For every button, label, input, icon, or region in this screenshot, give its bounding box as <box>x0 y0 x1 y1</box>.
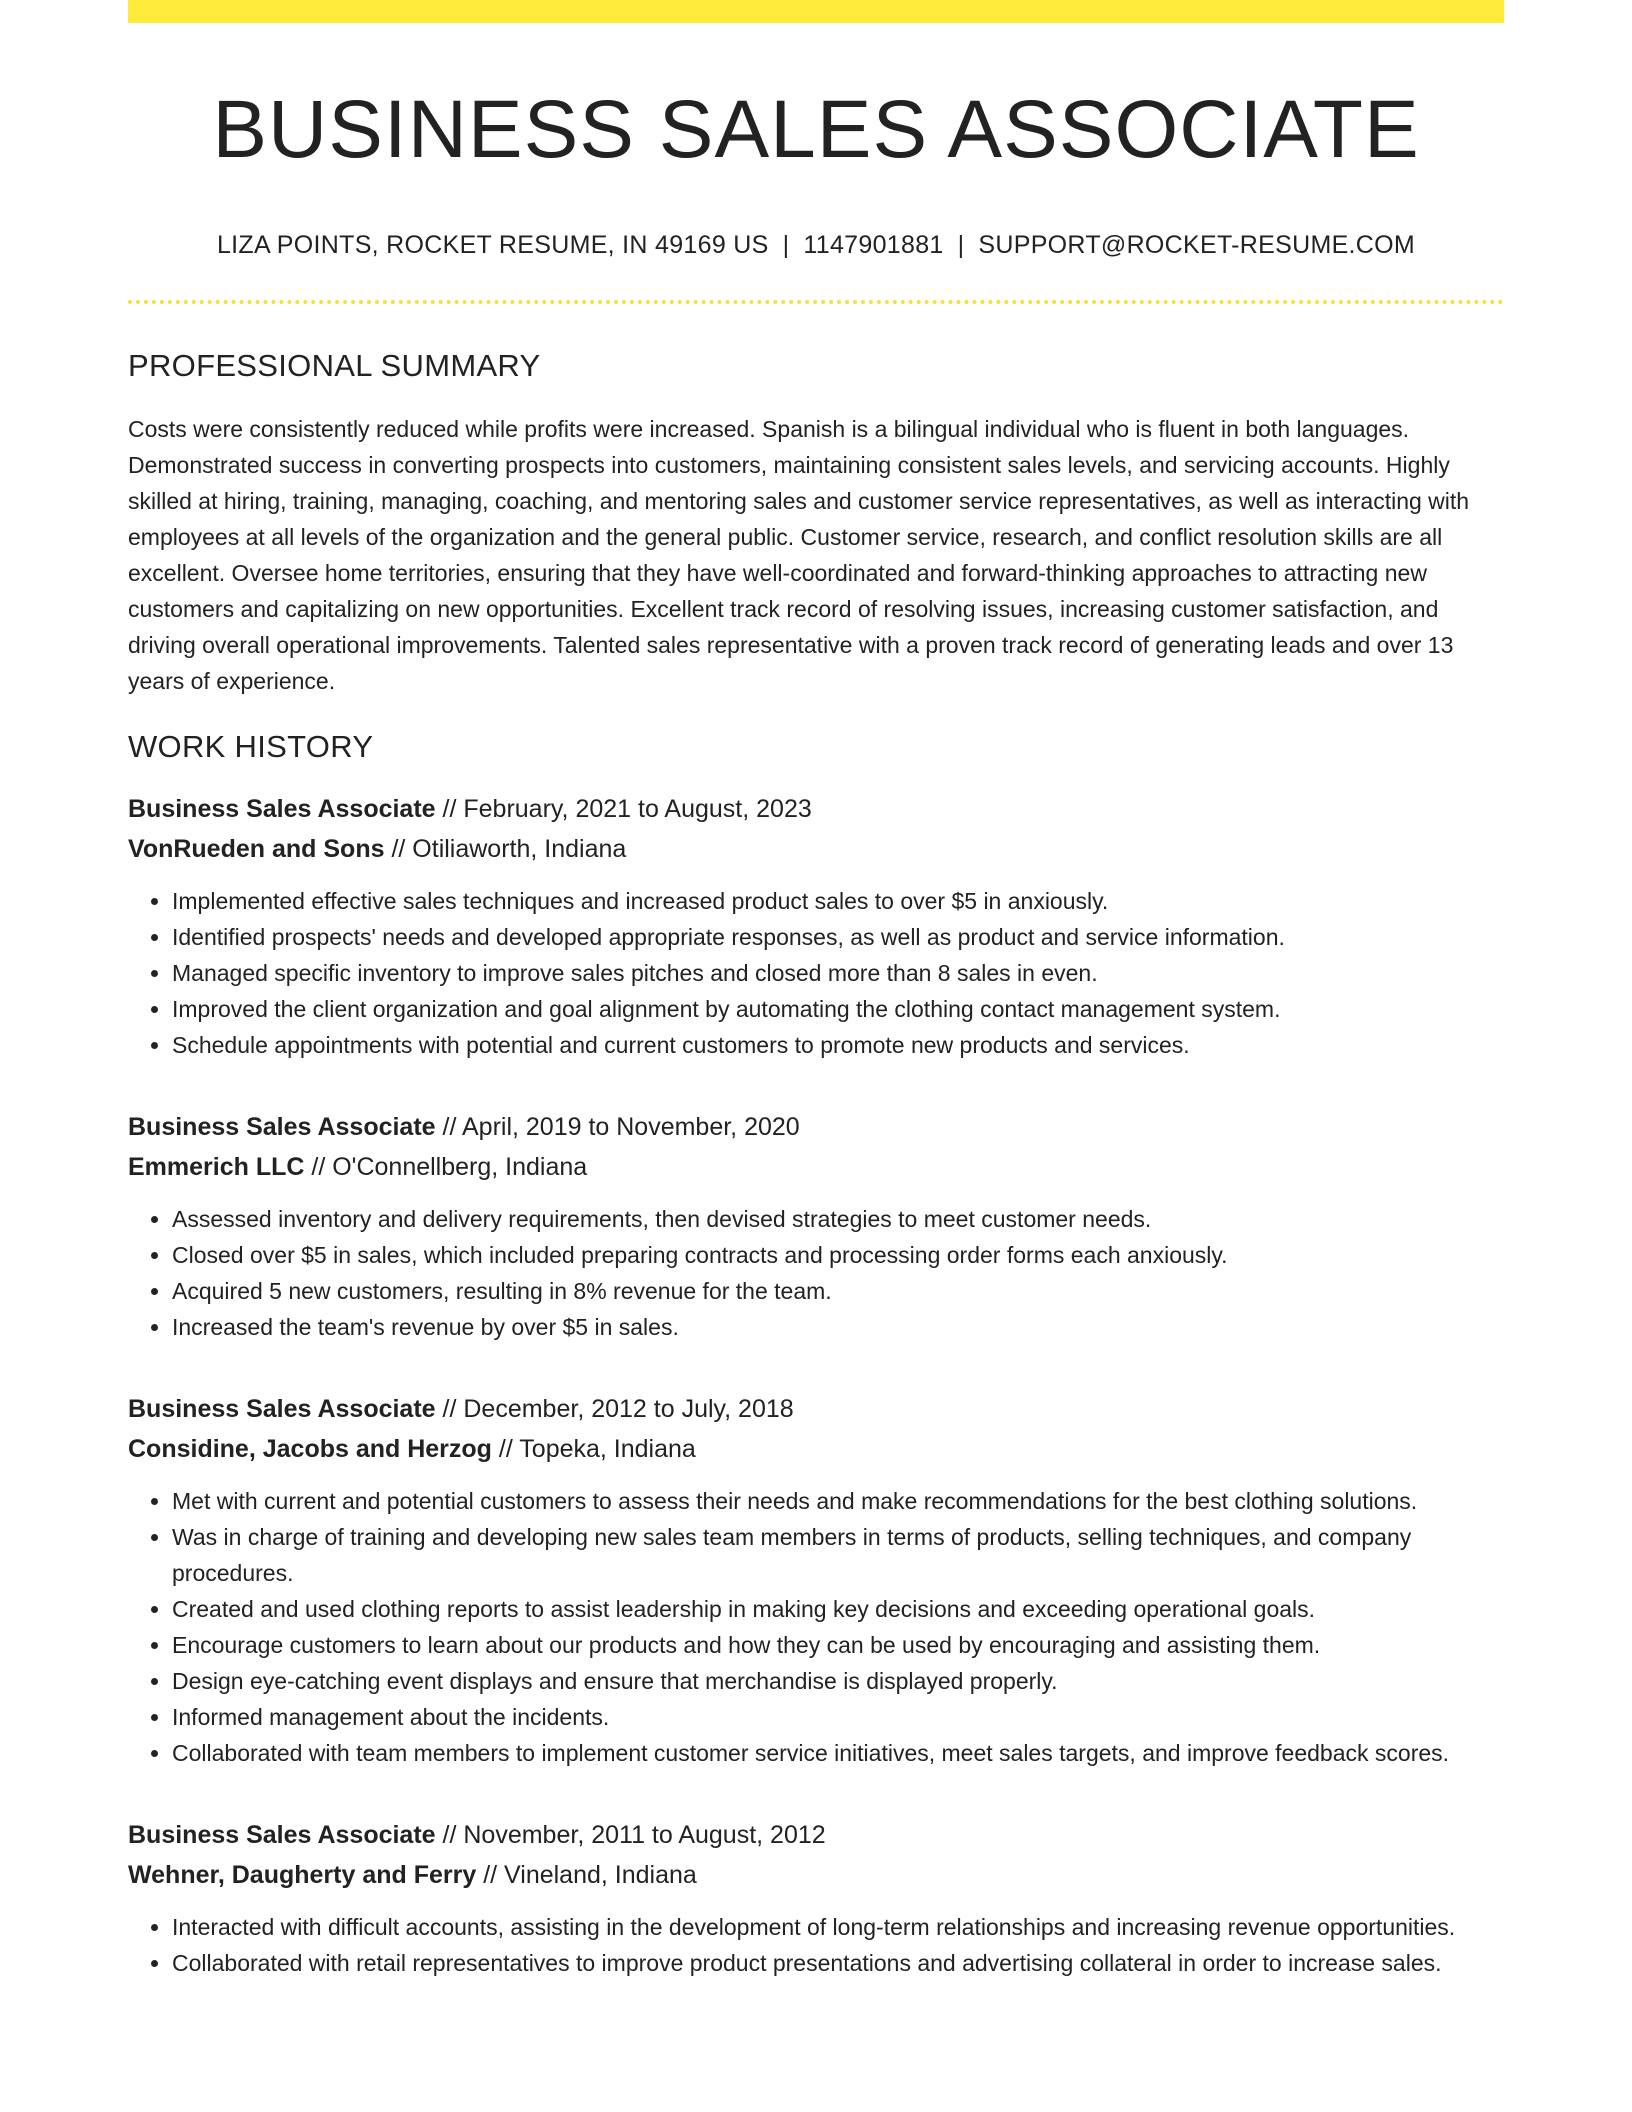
job-separator: // <box>435 1395 464 1424</box>
job-company: Emmerich LLC <box>128 1153 305 1182</box>
contact-separator: | <box>782 231 790 260</box>
job-bullet: • Implemented effective sales techniques and increased product sales to over $5 in anxiously. <box>172 883 1504 919</box>
contact-address: LIZA POINTS, ROCKET RESUME, IN 49169 US <box>216 231 769 260</box>
job-separator: // <box>384 835 413 864</box>
job-bullet: • Schedule appointments with potential and current customers to promote new products and services. <box>172 1027 1504 1063</box>
job-bullet: • Created and used clothing reports to assist leadership in making key decisions and exceeding operational goals. <box>172 1591 1504 1627</box>
job-separator: // <box>491 1435 520 1464</box>
job-title-line <box>128 789 1504 829</box>
job-title: Business Sales Associate <box>128 1395 436 1424</box>
job-bullet: • Collaborated with retail representatives to improve product presentations and advertising collateral in order to increase sales. <box>172 1945 1504 1981</box>
dotted-divider <box>128 300 1504 304</box>
job-bullets <box>128 883 1504 1063</box>
job-dates: December, 2012 to July, 2018 <box>463 1395 794 1424</box>
job-bullet: • Interacted with difficult accounts, assisting in the development of long-term relationships and increasing revenue opportunities. <box>172 1909 1504 1945</box>
job-company-line <box>128 1147 1504 1187</box>
job-company: VonRueden and Sons <box>128 835 385 864</box>
job-bullets <box>128 1909 1504 1981</box>
job-bullet: • Increased the team's revenue by over $5 in sales. <box>172 1309 1504 1345</box>
contact-phone: 1147901881 <box>803 231 944 260</box>
job-title: Business Sales Associate <box>128 795 436 824</box>
job-bullet: • Improved the client organization and goal alignment by automating the clothing contact management system. <box>172 991 1504 1027</box>
work-history-list <box>128 789 1504 1981</box>
job-title: Business Sales Associate <box>128 1821 436 1850</box>
resume-title: BUSINESS SALES ASSOCIATE <box>212 84 1420 175</box>
job-bullet: • Was in charge of training and developing new sales team members in terms of products, selling techniques, and company procedures. <box>172 1519 1504 1591</box>
job-company: Wehner, Daugherty and Ferry <box>128 1861 477 1890</box>
job-dates: April, 2019 to November, 2020 <box>461 1113 800 1142</box>
job-company: Considine, Jacobs and Herzog <box>128 1435 492 1464</box>
job-bullet: • Assessed inventory and delivery requirements, then devised strategies to meet customer needs. <box>172 1201 1504 1237</box>
job-company-line <box>128 1429 1504 1469</box>
job-separator: // <box>435 795 464 824</box>
contact-separator: | <box>957 231 965 260</box>
job-bullet: • Design eye-catching event displays and ensure that merchandise is displayed properly. <box>172 1663 1504 1699</box>
job-location: O'Connellberg, Indiana <box>332 1153 588 1182</box>
job-entry <box>128 1389 1504 1771</box>
job-separator: // <box>435 1821 464 1850</box>
job-bullet: • Closed over $5 in sales, which included preparing contracts and processing order forms each anxiously. <box>172 1237 1504 1273</box>
job-bullet: • Encourage customers to learn about our products and how they can be used by encouraging and assisting them. <box>172 1627 1504 1663</box>
contact-line <box>128 231 1504 260</box>
job-entry <box>128 1107 1504 1345</box>
job-title-line <box>128 1389 1504 1429</box>
job-title-line <box>128 1107 1504 1147</box>
resume-page <box>128 0 1504 1981</box>
job-separator: // <box>435 1113 462 1142</box>
job-dates: November, 2011 to August, 2012 <box>463 1821 826 1850</box>
section-heading-summary: PROFESSIONAL SUMMARY <box>128 348 541 384</box>
accent-bar <box>128 0 1504 23</box>
job-bullets <box>128 1483 1504 1771</box>
job-bullets <box>128 1201 1504 1345</box>
job-bullet: • Met with current and potential customers to assess their needs and make recommendations for the best clothing solutions. <box>172 1483 1504 1519</box>
job-separator: // <box>476 1861 505 1890</box>
job-title: Business Sales Associate <box>128 1113 436 1142</box>
job-company-line <box>128 1855 1504 1895</box>
job-location: Otiliaworth, Indiana <box>412 835 627 864</box>
job-bullet: • Acquired 5 new customers, resulting in 8% revenue for the team. <box>172 1273 1504 1309</box>
job-bullet: • Informed management about the incidents. <box>172 1699 1504 1735</box>
job-company-line <box>128 829 1504 869</box>
summary-text: Costs were consistently reduced while profits were increased. Spanish is a bilingual individual who is fluent in both languages. Demonstrated success in converting prospects into customers, maintaining consistent sales levels, and servicing accounts. Highly skilled at hiring, training, managing, coaching, and mentoring sales and customer service representatives, as well as interacting with employees at all levels of the organization and the general public. Customer service, research, and conflict resolution skills are all excellent. Oversee home territories, ensuring that they have well-coordinated and forward-thinking approaches to attracting new customers and capitalizing on new opportunities. Excellent track record of resolving issues, increasing customer satisfaction, and driving overall operational improvements. Talented sales representative with a proven track record of generating leads and over 13 years of experience. <box>128 416 1470 695</box>
job-bullet: • Identified prospects' needs and developed appropriate responses, as well as product and service information. <box>172 919 1504 955</box>
contact-email: SUPPORT@ROCKET-RESUME.COM <box>978 231 1416 260</box>
job-dates: February, 2021 to August, 2023 <box>463 795 812 824</box>
section-heading-work-history: WORK HISTORY <box>128 729 374 765</box>
job-separator: // <box>304 1153 333 1182</box>
job-location: Vineland, Indiana <box>504 1861 697 1890</box>
job-title-line <box>128 1815 1504 1855</box>
job-entry <box>128 789 1504 1063</box>
job-entry <box>128 1815 1504 1981</box>
job-location: Topeka, Indiana <box>519 1435 696 1464</box>
job-bullet: • Collaborated with team members to implement customer service initiatives, meet sales targets, and improve feedback scores. <box>172 1735 1504 1771</box>
job-bullet: • Managed specific inventory to improve sales pitches and closed more than 8 sales in even. <box>172 955 1504 991</box>
